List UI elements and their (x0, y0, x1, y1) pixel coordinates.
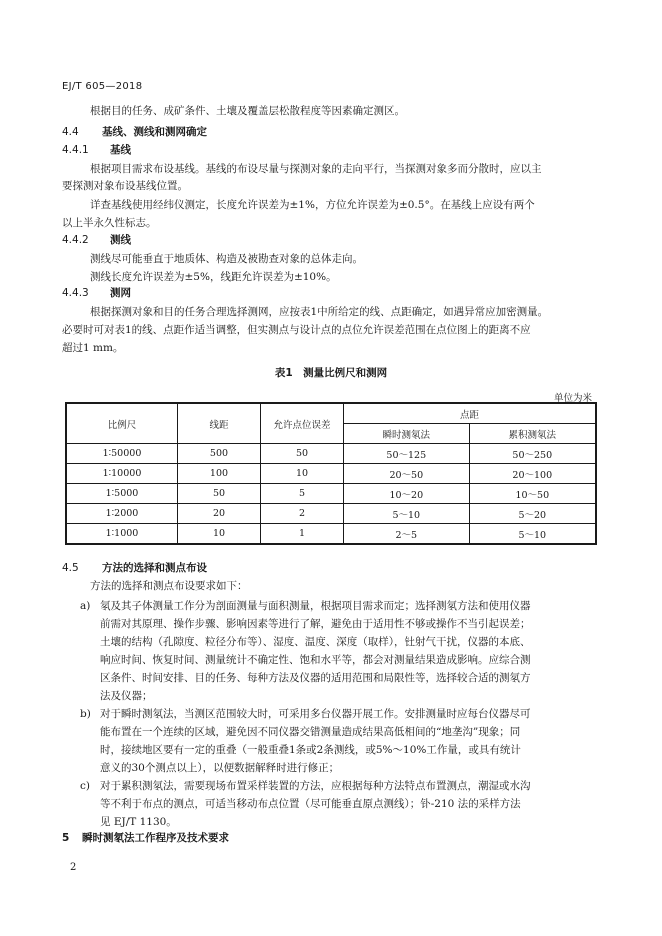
table-row (66, 464, 596, 484)
list-line: 见 EJ/T 1130。 (100, 816, 177, 828)
table-cell: 2 (261, 504, 344, 524)
section-title: 方法的选择和测点布设 (102, 562, 207, 574)
table-cell: 1∶2000 (66, 504, 178, 524)
table-header-row (66, 403, 596, 424)
table-cell: 1∶1000 (66, 524, 178, 545)
table-cell: 5～10 (344, 504, 470, 524)
paragraph-line: 必要时可对表1的线、点距作适当调整，但实测点与设计点的点位允许误差范围在点位图上的距离不应 (62, 324, 531, 336)
header-cell: 线距 (178, 403, 261, 444)
table-cell: 500 (178, 444, 261, 464)
section-title: 基线 (110, 144, 131, 156)
section-4-4-1-heading (62, 142, 131, 157)
paragraph-line: 超过1 mm。 (62, 342, 124, 354)
list-line: 法及仪器； (100, 690, 153, 702)
scale-grid-table (65, 402, 597, 545)
table-cell: 10 (261, 464, 344, 484)
list-line: 能布置在一个连续的区域，避免因不同仪器交错测量造成结果高低相间的“地垄沟”现象；同 (100, 726, 521, 738)
table-cell: 50 (178, 484, 261, 504)
page-number: 2 (70, 862, 77, 873)
table-cell: 50 (261, 444, 344, 464)
table-title: 表1 测量比例尺和测网 (274, 367, 388, 379)
table-cell: 20 (178, 504, 261, 524)
table-row (66, 524, 596, 545)
section-4-4-heading (62, 124, 207, 139)
list-item (80, 704, 531, 724)
header-cell: 累积测氡法 (469, 424, 596, 444)
intro-paragraph: 根据目的任务、成矿条件、土壤及覆盖层松散程度等因素确定测区。 (90, 105, 405, 117)
header-cell: 点距 (344, 403, 597, 424)
table-cell: 5～20 (469, 504, 596, 524)
list-line: 时，接续地区要有一定的重叠（一般重叠1条或2条测线，或5%～10%工作量，或具有统计 (100, 744, 521, 756)
section-number: 4.4.1 (62, 144, 89, 156)
section-title: 基线、测线和测网确定 (102, 126, 207, 138)
list-line: 土壤的结构（孔隙度、粒径分布等）、湿度、温度、深度（取样），钍射气干扰，仪器的本底、 (100, 636, 531, 648)
list-label: b) (80, 708, 91, 720)
paragraph-line: 详查基线使用经纬仪测定，长度允许误差为±1%，方位允许误差为±0.5°。在基线上应设有两个 (90, 199, 535, 211)
list-line: 对于瞬时测氡法，当测区范围较大时，可采用多台仪器开展工作。安排测量时应每台仪器尽可 (100, 708, 531, 720)
section-number: 4.4.2 (62, 234, 89, 246)
list-item (80, 596, 531, 616)
section-number: 4.4 (62, 126, 79, 138)
section-number: 5 (62, 832, 70, 844)
section-4-4-3-heading (62, 285, 131, 300)
table-unit: 单位为米 (553, 393, 592, 404)
paragraph-line: 测线长度允许误差为±5%，线距允许误差为±10%。 (90, 271, 337, 283)
header-cell: 比例尺 (66, 403, 178, 444)
table-cell: 100 (178, 464, 261, 484)
section-number: 4.4.3 (62, 287, 89, 299)
list-line: 氡及其子体测量工作分为剖面测量与面积测量，根据项目需求而定；选择测氡方法和使用仪器 (100, 600, 531, 612)
paragraph-line: 方法的选择和测点布设要求如下： (90, 580, 248, 592)
table-cell: 20～50 (344, 464, 470, 484)
table-cell: 1∶10000 (66, 464, 178, 484)
section-title: 测线 (110, 234, 131, 246)
table-cell: 50～125 (344, 444, 470, 464)
table-cell: 5～10 (469, 524, 596, 545)
section-4-4-2-heading (62, 232, 131, 247)
table-cell: 10～20 (344, 484, 470, 504)
table-row (66, 444, 596, 464)
list-item (80, 776, 531, 796)
table-cell: 1∶5000 (66, 484, 178, 504)
section-4-5-heading (62, 560, 207, 575)
list-label: a) (80, 600, 91, 612)
table-cell: 5 (261, 484, 344, 504)
list-line: 等不利于布点的测点，可适当移动布点位置（尽可能垂直原点测线）；钋-210 法的采样方法 (100, 798, 521, 810)
table-cell: 1∶50000 (66, 444, 178, 464)
list-line: 区条件、时间安排、目的任务、每种方法及仪器的适用范围和局限性等，选择较合适的测氡方 (100, 672, 531, 684)
list-line: 对于累积测氡法，需要现场布置采样装置的方法，应根据每种方法特点布置测点，潮湿或水沟 (100, 780, 531, 792)
table-cell: 10 (178, 524, 261, 545)
document-code: EJ/T 605—2018 (62, 81, 143, 92)
paragraph-line: 根据项目需求布设基线。基线的布设尽量与探测对象的走向平行，当探测对象多而分散时，应以主 (90, 163, 542, 175)
table-cell: 10～50 (469, 484, 596, 504)
paragraph-line: 根据探测对象和目的任务合理选择测网，应按表1中所给定的线、点距确定，如遇异常应加密测量。 (90, 306, 549, 318)
table-cell: 2～5 (344, 524, 470, 545)
header-cell: 允许点位误差 (261, 403, 344, 444)
table-cell: 20～100 (469, 464, 596, 484)
section-number: 4.5 (62, 562, 79, 574)
list-line: 意义的30个测点以上），以便数据解释时进行修正； (100, 762, 340, 774)
section-5-heading (62, 830, 229, 845)
paragraph-line: 要探测对象布设基线位置。 (62, 180, 188, 192)
section-title: 测网 (110, 287, 131, 299)
section-title: 瞬时测氡法工作程序及技术要求 (82, 832, 229, 844)
table-cell: 1 (261, 524, 344, 545)
table-row (66, 504, 596, 524)
paragraph-line: 以上半永久性标志。 (62, 217, 157, 229)
list-line: 前需对其原理、操作步骤、影响因素等进行了解，避免由于适用性不够或操作不当引起误差； (100, 618, 531, 630)
list-line: 响应时间、恢复时间、测量统计不确定性、饱和水平等，都会对测量结果造成影响。应综合测 (100, 654, 531, 666)
table-row (66, 484, 596, 504)
list-label: c) (80, 780, 90, 792)
header-cell: 瞬时测氡法 (344, 424, 470, 444)
paragraph-line: 测线尽可能垂直于地质体、构造及被勘查对象的总体走向。 (90, 253, 363, 265)
table-cell: 50～250 (469, 444, 596, 464)
